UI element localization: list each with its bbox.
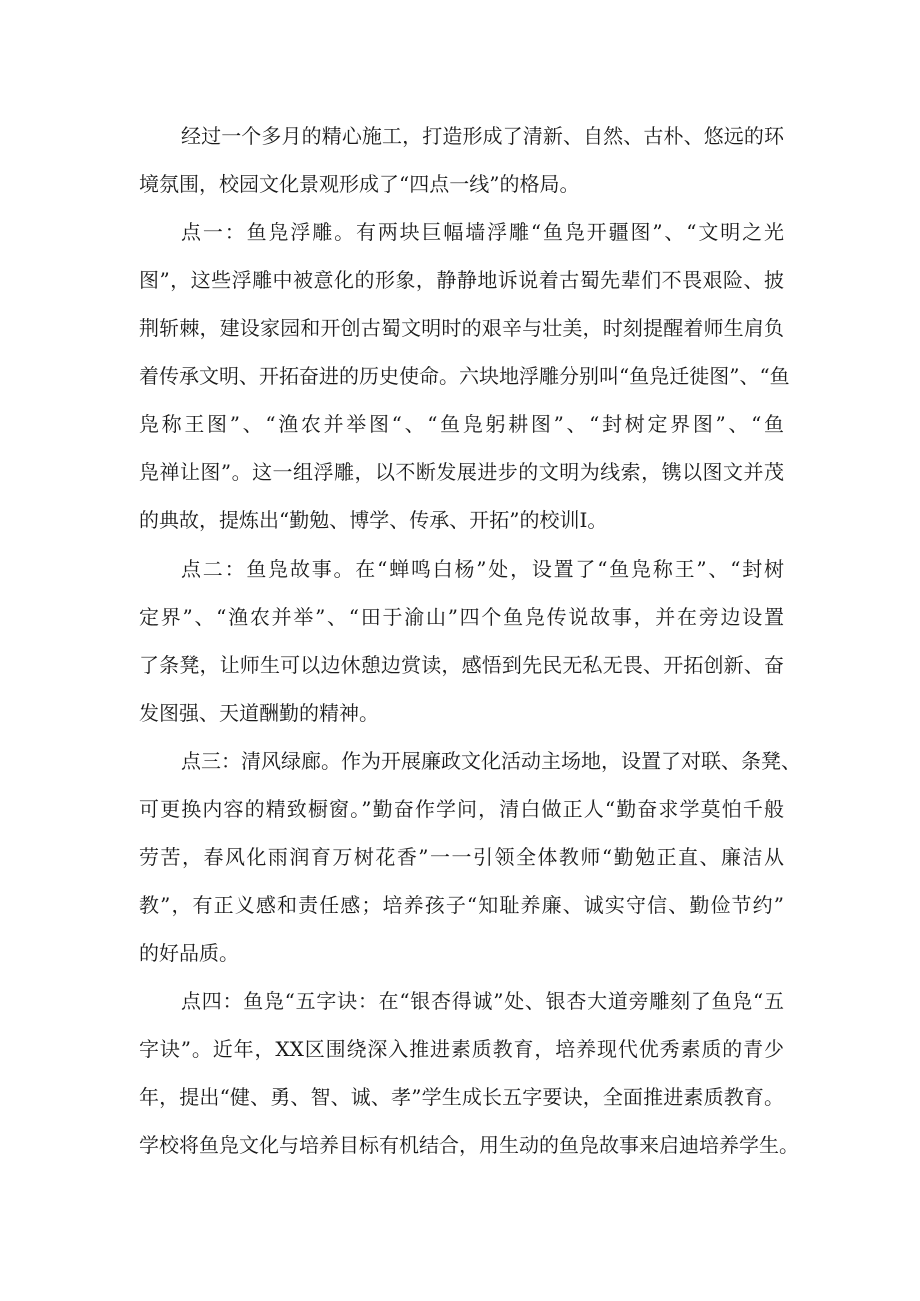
paragraph-3-line-2: 定界”、“渔农并举”、“田于渝山”四个鱼凫传说故事，并在旁边设置: [139, 605, 784, 629]
paragraph-4-line-5: 的好品质。: [139, 941, 239, 965]
paragraph-1-line-1: 经过一个多月的精心施工，打造形成了清新、自然、古朴、悠远的环: [181, 124, 784, 148]
paragraph-2-line-2: 图”，这些浮雕中被意化的形象，静静地诉说着古蜀先辈们不畏艰险、披: [139, 268, 784, 292]
paragraph-3-line-1: 点二：鱼凫故事。在“蝉鸣白杨”处，设置了“鱼凫称王”、“封树: [181, 557, 784, 581]
paragraph-4-line-4: 教”，有正义感和责任感；培养孩子“知耻养廉、诚实守信、勤俭节约”: [139, 893, 784, 917]
paragraph-2-line-5: 凫称王图”、“渔农并举图“、“鱼凫躬耕图”、“封树定界图”、“鱼: [139, 412, 784, 436]
paragraph-5-line-2: 字诀”。近年，XX区围绕深入推进素质教育，培养现代优秀素质的青少: [139, 1037, 784, 1061]
paragraph-2-line-1: 点一：鱼凫浮雕。有两块巨幅墙浮雕“鱼凫开疆图”、“文明之光: [181, 220, 784, 244]
paragraph-5-line-3: 年，提出“健、勇、智、诚、孝”学生成长五字要诀，全面推进素质教育。: [139, 1085, 784, 1109]
paragraph-2-line-4: 着传承文明、开拓奋进的历史使命。六块地浮雕分别叫“鱼凫迁徙图”、“鱼: [139, 364, 790, 388]
paragraph-5-line-1: 点四：鱼凫“五字诀：在“银杏得诚”处、银杏大道旁雕刻了鱼凫“五: [181, 989, 784, 1013]
paragraph-3-line-4: 发图强、天道酬勤的精神。: [139, 701, 379, 725]
paragraph-1-line-2: 境氛围，校园文化景观形成了“四点一线”的格局。: [139, 172, 580, 196]
paragraph-4-line-3: 劳苦，春风化雨润育万树花香”一一引领全体教师“勤勉正直、廉洁从: [139, 845, 784, 869]
paragraph-3-line-3: 了条凳，让师生可以边休憩边赏读，感悟到先民无私无畏、开拓创新、奋: [139, 653, 784, 677]
paragraph-2-line-3: 荆斩棘，建设家园和开创古蜀文明时的艰辛与壮美，时刻提醒着师生肩负: [139, 316, 784, 340]
paragraph-5-line-4: 学校将鱼凫文化与培养目标有机结合，用生动的鱼凫故事来启迪培养学生。: [139, 1133, 799, 1157]
paragraph-2-line-7: 的典故，提炼出“勤勉、博学、传承、开拓”的校训I。: [139, 508, 608, 532]
paragraph-2-line-6: 凫禅让图”。这一组浮雕，以不断发展进步的文明为线索，镌以图文并茂: [139, 460, 784, 484]
paragraph-4-line-1: 点三：清风绿廊。作为开展廉政文化活动主场地，设置了对联、条凳、: [181, 749, 801, 773]
paragraph-4-line-2: 可更换内容的精致橱窗。”勤奋作学问，清白做正人“勤奋求学莫怕千般: [139, 797, 784, 821]
